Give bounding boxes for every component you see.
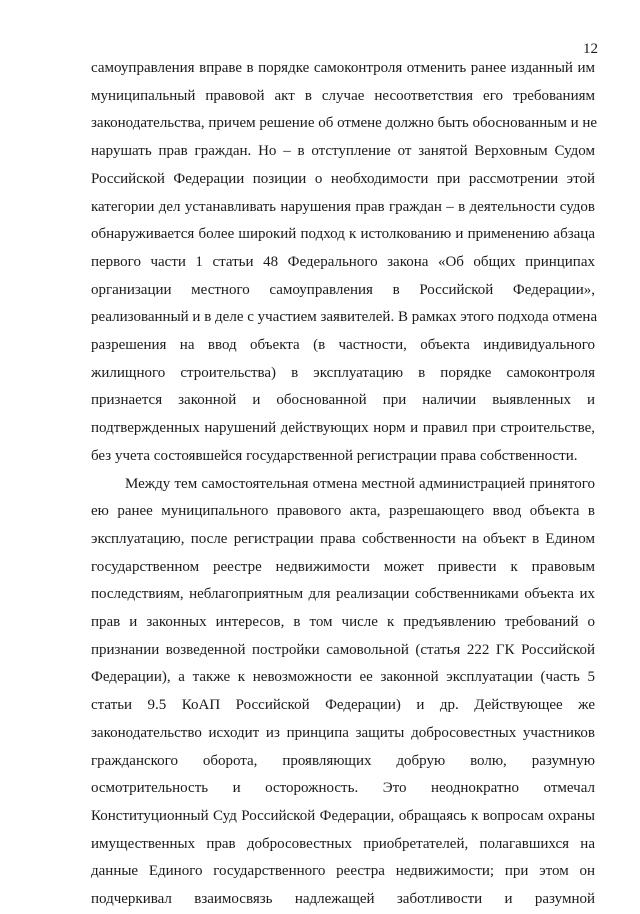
text-line: ею ранее муниципального правового акта, разрешающего ввод объекта в xyxy=(91,503,595,520)
text-line: подтвержденных нарушений действующих норм и правил при строительстве, xyxy=(91,420,595,437)
text-line: без учета состоявшейся государственной регистрации права собственности. xyxy=(91,447,578,464)
text-line: Конституционный Суд Российской Федерации, обращаясь к вопросам охраны xyxy=(91,807,595,824)
text-line: эксплуатацию, после регистрации права собственности на объект в Едином xyxy=(91,530,595,547)
text-line: жилищного строительства) в эксплуатацию в порядке самоконтроля xyxy=(91,364,595,381)
text-line: организации местного самоуправления в Российской Федерации», xyxy=(91,281,595,298)
text-line: нарушать прав граждан. Но – в отступление от занятой Верховным Судом xyxy=(91,143,595,160)
text-line: признается законной и обоснованной при наличии выявленных и xyxy=(91,392,595,409)
text-line: законодательства, причем решение об отмене должно быть обоснованным и не xyxy=(91,115,598,132)
text-line: муниципальный правовой акт в случае несоответствия его требованиям xyxy=(91,87,595,104)
text-line: имущественных прав добросовестных приобретателей, полагавшихся на xyxy=(91,835,595,852)
text-line: первого части 1 статьи 48 Федерального закона «Об общих принципах xyxy=(91,253,595,270)
text-line: осмотрительность и осторожность. Это неоднократно отмечал xyxy=(91,780,595,797)
page-number: 12 xyxy=(583,41,598,57)
text-line: Российской Федерации позиции о необходимости при рассмотрении этой xyxy=(91,170,595,187)
text-line: самоуправления вправе в порядке самоконтроля отменить ранее изданный им xyxy=(91,60,595,76)
paragraph-1 xyxy=(91,55,598,471)
text-line: законодательство исходит из принципа защиты добросовестных участников xyxy=(91,724,595,741)
text-line: Между тем самостоятельная отмена местной администрацией принятого xyxy=(125,475,595,492)
text-line: разрешения на ввод объекта (в частности, объекта индивидуального xyxy=(91,337,595,354)
document-body xyxy=(91,55,598,914)
text-line: статьи 9.5 КоАП Российской Федерации) и др. Действующее же xyxy=(91,697,595,714)
text-line: признании возведенной постройки самовольной (статья 222 ГК Российской xyxy=(91,641,595,658)
text-line: подчеркивал взаимосвязь надлежащей заботливости и разумной xyxy=(91,891,595,908)
text-line: гражданского оборота, проявляющих добрую волю, разумную xyxy=(91,752,595,769)
text-line: реализованный и в деле с участием заявителей. В рамках этого подхода отмена xyxy=(91,309,598,326)
text-line: категории дел устанавливать нарушения прав граждан – в деятельности судов xyxy=(91,198,595,215)
text-line: прав и законных интересов, в том числе к предъявлению требований о xyxy=(91,614,595,631)
text-line: Федерации), а также к невозможности ее законной эксплуатации (часть 5 xyxy=(91,669,595,686)
text-line: данные Единого государственного реестра недвижимости; при этом он xyxy=(91,863,595,880)
text-line: последствиям, неблагоприятным для реализации собственниками объекта их xyxy=(91,586,595,603)
text-line: государственном реестре недвижимости может привести к правовым xyxy=(91,558,595,575)
text-line: обнаруживается более широкий подход к истолкованию и применению абзаца xyxy=(91,226,595,243)
paragraph-2 xyxy=(91,471,595,914)
